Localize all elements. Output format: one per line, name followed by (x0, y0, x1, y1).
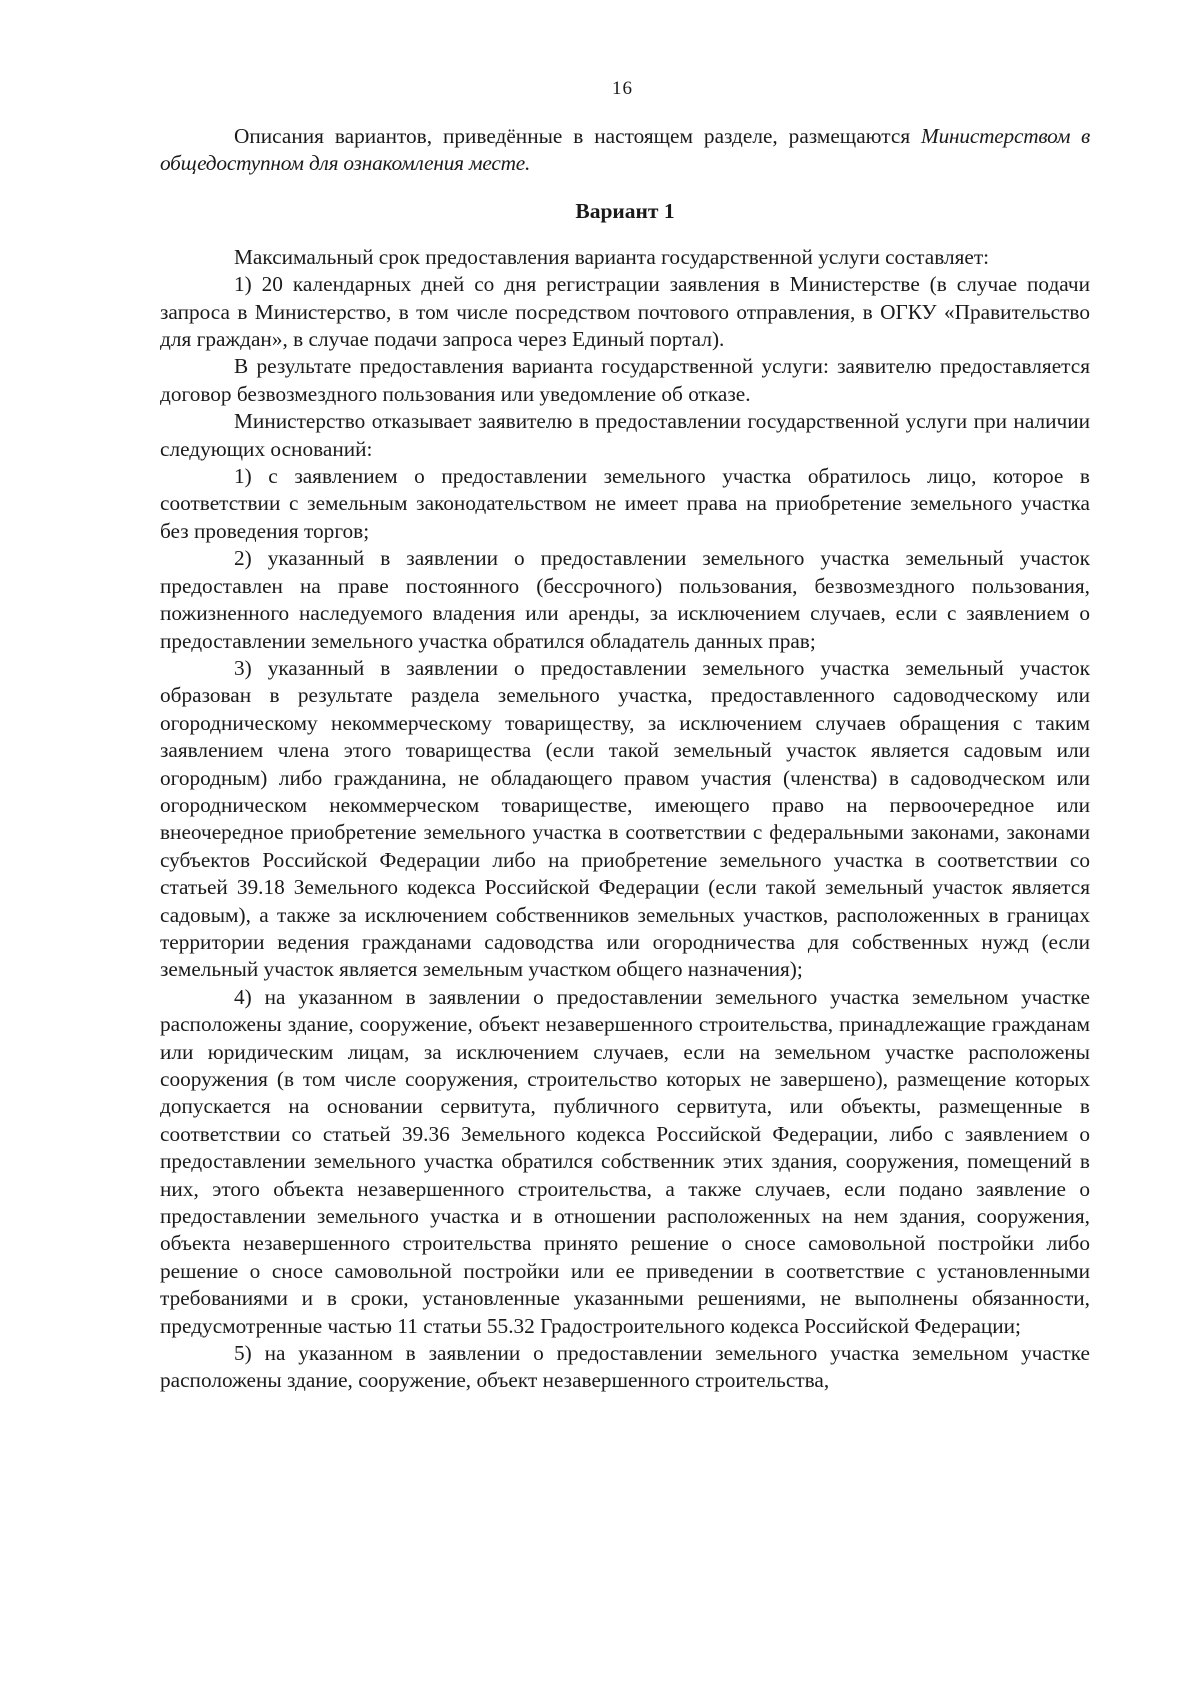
section-heading: Вариант 1 (575, 198, 675, 223)
paragraph-term-item-1: 1) 20 календарных дней со дня регистрации заявления в Министерстве (в случае подачи запроса в Министерство, в том числе посредством почтового отправления, в ОГКУ «Правительство для граждан», в случае подачи запроса через Единый портал). (160, 272, 1090, 352)
intro-paragraph (160, 123, 1090, 178)
paragraph-refusal-grounds: Министерство отказывает заявителю в предоставлении государственной услуги при наличии следующих оснований: (160, 409, 1090, 461)
intro-line-1: Описания вариантов, приведённые в настоящем разделе, размещаются (234, 124, 911, 148)
paragraph-ground-5: 5) на указанном в заявлении о предоставлении земельного участка земельном участке расположены здание, сооружение, объект незавершенного строительства, (160, 1341, 1090, 1393)
page-number: 16 (612, 78, 633, 99)
intro-line-2: Министерством в общедоступном для ознакомления месте. (160, 124, 1090, 176)
paragraph-max-term: Максимальный срок предоставления варианта государственной услуги составляет: (234, 244, 990, 269)
paragraph-result: В результате предоставления варианта государственной услуги: заявителю предоставляется договор безвозмездного пользования или уведомление об отказе. (160, 354, 1090, 406)
paragraph-ground-1: 1) с заявлением о предоставлении земельного участка обратилось лицо, которое в соответствии с земельным законодательством не имеет права на приобретение земельного участка без проведения торгов; (160, 464, 1090, 543)
document-body (160, 123, 1090, 1395)
paragraph-ground-3: 3) указанный в заявлении о предоставлении земельного участка земельный участок образован в результате раздела земельного участка, предоставленного садоводческому или огородническому некоммерческому товариществу, за исключением случаев обращения с таким заявлением члена этого товарищества (если такой земельный участок является садовым или огородным) либо гражданина, не обладающего правом участия (членства) в садоводческом или огородническом некоммерческом товариществе, имеющего право на первоочередное или внеочередное приобретение земельного участка в соответствии с федеральными законами, законами субъектов Российской Федерации либо на приобретение земельного участка в соответствии со статьей 39.18 Земельного кодекса Российской Федерации (если такой земельный участок является садовым), а также за исключением собственников земельных участков, расположенных в границах территории ведения гражданами садоводства или огородничества для собственных нужд (если земельный участок является земельным участком общего назначения); (160, 655, 1090, 982)
paragraph-ground-4: 4) на указанном в заявлении о предоставлении земельного участка земельном участке расположены здание, сооружение, объект незавершенного строительства, принадлежащие гражданам или юридическим лицам, за исключением случаев, если на земельном участке расположены сооружения (в том числе сооружения, строительство которых не завершено), размещение которых допускается на основании сервитута, публичного сервитута, или объекты, размещенные в соответствии со статьей 39.36 Земельного кодекса Российской Федерации, либо с заявлением о предоставлении земельного участка обратился собственник этих здания, сооружения, помещений в них, этого объекта незавершенного строительства, а также случаев, если подано заявление о предоставлении земельного участка и в отношении расположенных на нем здания, сооружения, объекта незавершенного строительства принято решение о сносе самовольной постройки либо решение о сносе самовольной постройки или ее приведении в соответствие с установленными требованиями и в сроки, установленные указанными решениями, не выполнены обязанности, предусмотренные частью 11 статьи 55.32 Градостроительного кодекса Российской Федерации; (160, 984, 1090, 1338)
paragraph-ground-2: 2) указанный в заявлении о предоставлении земельного участка земельный участок предоставлен на праве постоянного (бессрочного) пользования, безвозмездного пользования, пожизненного наследуемого владения или аренды, за исключением случаев, если с заявлением о предоставлении земельного участка обратился обладатель данных прав; (160, 546, 1090, 653)
